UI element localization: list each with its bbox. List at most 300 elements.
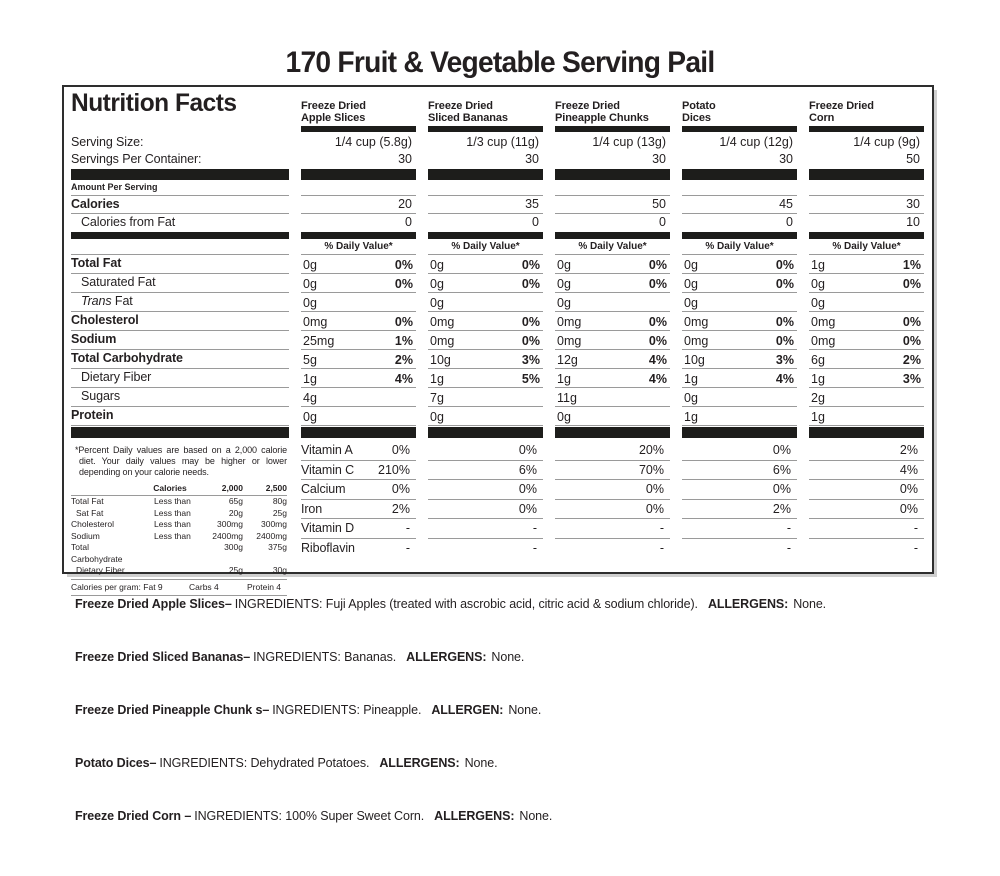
calories-from-fat-label-cell	[71, 214, 289, 231]
nutrient-daily-value: 4%	[648, 353, 667, 367]
vitamin-row	[682, 480, 797, 500]
vitamin-value: 6%	[518, 462, 537, 477]
nutrient-daily-value: 0%	[648, 277, 667, 291]
footnote-row-value-2000: 25g	[228, 565, 243, 575]
vitamin-value: -	[405, 521, 410, 536]
vitamin-value: -	[913, 521, 918, 536]
vitamin-row	[301, 539, 416, 559]
vitamin-row	[682, 519, 797, 539]
servings-per-container-value: 30	[652, 152, 666, 166]
calories-value-cell	[555, 196, 670, 214]
thick-separator-bar	[301, 169, 416, 180]
nutrient-row	[71, 407, 925, 426]
product-column-name-line: Apple Slices	[301, 112, 366, 124]
calories-value: 20	[398, 197, 412, 211]
product-column-name-line: Freeze Dried	[555, 100, 620, 112]
thick-separator-bar	[301, 427, 416, 438]
ingredient-line	[75, 809, 970, 824]
footnote-row-qualifier: Less than	[154, 496, 191, 506]
nutrient-row	[71, 388, 925, 407]
footnote-table-row	[71, 519, 287, 531]
amount-per-serving-spacer-cell	[555, 181, 670, 196]
calories-per-gram-protein: Protein 4	[247, 581, 282, 592]
product-column-name-line: Pineapple Chunks	[555, 112, 649, 124]
amount-per-serving-spacer-cell	[682, 181, 797, 196]
nutrient-label-cell	[71, 369, 289, 388]
vitamin-value: 0%	[518, 501, 537, 516]
nutrient-label-cell	[71, 312, 289, 331]
ingredient-product-name: Freeze Dried Apple Slices–	[75, 597, 232, 611]
nutrient-label: Sugars	[81, 389, 121, 403]
vitamin-row	[555, 441, 670, 461]
daily-value-header-cell	[301, 240, 416, 255]
vitamin-value: 0%	[391, 482, 410, 497]
vitamin-value: 0%	[899, 501, 918, 516]
calories-row	[71, 196, 925, 214]
ingredient-allergen-value: None.	[793, 597, 827, 611]
ingredient-details: INGREDIENTS: Fuji Apples (treated with ascrobic acid, citric acid & sodium chloride).	[234, 597, 698, 611]
vitamin-row	[809, 441, 924, 461]
vitamin-value: 0%	[645, 501, 664, 516]
nutrient-daily-value: 0%	[394, 315, 413, 329]
column-header-bar	[809, 126, 924, 132]
thick-separator-bar	[428, 232, 543, 239]
nutrient-value-cell	[428, 293, 543, 312]
nutrient-label-cell	[71, 331, 289, 350]
nutrient-label: Sodium	[71, 332, 117, 346]
calories-value-cell	[428, 196, 543, 214]
ingredient-product-name: Freeze Dried Corn –	[75, 809, 192, 823]
nutrient-amount: 4g	[303, 391, 317, 405]
nutrient-daily-value: 0%	[394, 258, 413, 272]
product-column-name-line: Freeze Dried	[809, 100, 874, 112]
ingredient-allergen-value: None.	[508, 703, 542, 717]
daily-value-header-row	[71, 240, 925, 255]
nutrient-daily-value: 0%	[394, 277, 413, 291]
serving-size-value-cell	[555, 134, 670, 151]
calories-from-fat-value-cell	[555, 214, 670, 231]
product-column-header	[809, 92, 924, 132]
nutrient-label-cell	[71, 407, 289, 426]
nutrient-amount: 0g	[303, 258, 317, 272]
calories-value: 45	[779, 197, 793, 211]
calories-from-fat-value-cell	[809, 214, 924, 231]
serving-size-value: 1/3 cup (11g)	[466, 135, 539, 149]
nutrient-row	[71, 331, 925, 350]
nutrient-daily-value: 0%	[775, 334, 794, 348]
nutrient-label: Total Fat	[71, 256, 122, 270]
nutrient-value-cell	[682, 407, 797, 426]
nutrient-amount: 1g	[811, 258, 825, 272]
calories-value: 30	[906, 197, 920, 211]
footnote-row-value-2000: 300g	[224, 542, 243, 552]
nutrient-amount: 6g	[811, 353, 825, 367]
calories-value-cell	[682, 196, 797, 214]
ingredient-details: INGREDIENTS: Dehydrated Potatoes.	[159, 756, 370, 770]
nutrient-amount: 1g	[430, 372, 444, 386]
calories-from-fat-value: 0	[405, 215, 412, 229]
panel-header-row	[71, 89, 925, 132]
servings-per-container-value: 50	[906, 152, 920, 166]
vitamin-value: 70%	[638, 462, 664, 477]
daily-value-header-cell	[809, 240, 924, 255]
serving-size-value-cell	[809, 134, 924, 151]
calories-from-fat-value: 10	[906, 215, 920, 229]
vitamin-value: -	[786, 541, 791, 556]
vitamin-value: 0%	[391, 443, 410, 458]
nutrient-amount: 0g	[430, 410, 444, 424]
footnote-row-value-2000: 20g	[228, 507, 243, 518]
vitamin-value: 0%	[518, 482, 537, 497]
nutrient-value-cell	[809, 407, 924, 426]
nutrient-value-cell	[555, 331, 670, 350]
ingredient-allergen-label: ALLERGENS:	[406, 650, 487, 664]
calories-per-gram-fat: Calories per gram: Fat 9	[71, 581, 163, 592]
nutrient-amount: 10g	[684, 353, 705, 367]
nutrient-amount: 2g	[811, 391, 825, 405]
vitamin-row	[682, 539, 797, 559]
nutrient-label: Total Carbohydrate	[71, 351, 183, 365]
nutrient-value-cell	[809, 331, 924, 350]
nutrient-label: Protein	[71, 408, 114, 422]
nutrient-label-cell	[71, 274, 289, 293]
amount-per-serving-spacer-cell	[301, 181, 416, 196]
nutrient-amount: 1g	[684, 410, 698, 424]
page-title: 170 Fruit & Vegetable Serving Pail	[285, 46, 715, 79]
amount-per-serving-spacer-cell	[809, 181, 924, 196]
nutrient-daily-value: 1%	[394, 334, 413, 348]
vitamin-row	[428, 461, 543, 481]
column-header-bar	[555, 126, 670, 132]
thick-separator-bar	[682, 427, 797, 438]
product-column-name-line: Freeze Dried	[428, 100, 493, 112]
nutrient-value-cell	[428, 312, 543, 331]
vitamin-row	[428, 539, 543, 559]
footnote-table-row	[71, 565, 287, 577]
daily-value-header-cell	[555, 240, 670, 255]
footnote-row-label: Total Carbohydrate	[71, 542, 123, 564]
vitamin-row	[428, 519, 543, 539]
daily-value-header: % Daily Value*	[578, 241, 647, 252]
vitamin-column	[555, 441, 670, 596]
servings-per-container-label: Servings Per Container:	[71, 152, 202, 166]
footnote-table-row	[71, 508, 287, 520]
nutrient-amount: 0g	[557, 258, 571, 272]
separator-row	[71, 231, 925, 240]
footnote-row-qualifier: Less than	[154, 530, 191, 541]
nutrient-amount: 0g	[303, 277, 317, 291]
nutrient-value-cell	[555, 274, 670, 293]
footnote-row-label: Sat Fat	[76, 507, 104, 518]
servings-per-container-row	[71, 151, 925, 168]
nutrient-amount: 0mg	[811, 334, 836, 348]
nutrient-value-cell	[682, 312, 797, 331]
nutrient-amount: 0g	[684, 277, 698, 291]
nutrient-row	[71, 274, 925, 293]
vitamin-label: Vitamin C	[301, 462, 355, 477]
thick-separator-bar	[682, 232, 797, 239]
nutrient-value-cell	[428, 407, 543, 426]
nutrient-amount: 1g	[557, 372, 571, 386]
separator-row	[71, 426, 925, 439]
product-column-name-line: Potato	[682, 100, 716, 112]
product-column-name	[555, 100, 670, 124]
daily-value-header: % Daily Value*	[324, 241, 393, 252]
ingredient-line	[75, 650, 970, 665]
nutrient-value-cell	[809, 369, 924, 388]
thick-separator-bar	[555, 169, 670, 180]
product-column-header	[555, 92, 670, 132]
product-column-name-line: Sliced Bananas	[428, 112, 508, 124]
footnote-row-value-2500: 30g	[272, 565, 287, 575]
ingredient-allergen-value: None.	[519, 809, 553, 823]
nutrient-value-cell	[428, 388, 543, 407]
nutrient-amount: 0g	[557, 277, 571, 291]
serving-size-label: Serving Size:	[71, 135, 144, 149]
nutrient-amount: 0mg	[684, 315, 709, 329]
nutrient-row	[71, 312, 925, 331]
calories-value-cell	[301, 196, 416, 214]
nutrient-value-cell	[301, 407, 416, 426]
vitamin-row	[301, 519, 416, 539]
vitamin-value: 0%	[518, 443, 537, 458]
thick-separator-bar	[71, 427, 289, 438]
vitamin-row	[809, 519, 924, 539]
nutrient-value-cell	[301, 388, 416, 407]
nutrient-amount: 0g	[557, 296, 571, 310]
thick-separator-bar	[809, 427, 924, 438]
nutrient-amount: 0g	[303, 410, 317, 424]
nutrient-value-cell	[555, 407, 670, 426]
vitamin-value: 4%	[899, 462, 918, 477]
nutrient-amount: 0mg	[430, 315, 455, 329]
calories-value: 35	[525, 197, 539, 211]
vitamin-row	[682, 441, 797, 461]
thick-separator-bar	[809, 232, 924, 239]
serving-size-value-cell	[428, 134, 543, 151]
nutrient-amount: 0mg	[430, 334, 455, 348]
nutrient-label: Dietary Fiber	[81, 370, 152, 384]
nutrient-amount: 0mg	[557, 334, 582, 348]
nutrient-daily-value: 0%	[521, 277, 540, 291]
footnote-header-2000: 2,000	[221, 483, 243, 493]
product-column-header	[682, 92, 797, 132]
serving-size-value-cell	[682, 134, 797, 151]
vitamin-row	[809, 539, 924, 559]
nutrient-label: Saturated Fat	[81, 275, 156, 289]
nutrient-value-cell	[555, 369, 670, 388]
ingredient-product-name: Freeze Dried Pineapple Chunk s–	[75, 703, 270, 717]
product-column-name-line: Corn	[809, 112, 835, 124]
nutrient-value-cell	[428, 255, 543, 274]
vitamin-row	[555, 500, 670, 520]
nutrient-amount: 0g	[684, 296, 698, 310]
footnote-row-value-2500: 80g	[272, 496, 287, 506]
footnote-header-calories: Calories	[153, 483, 187, 493]
daily-value-header-spacer-cell	[71, 240, 289, 255]
vitamin-row	[301, 441, 416, 461]
product-column-name	[301, 100, 416, 124]
servings-per-container-value-cell	[428, 151, 543, 168]
nutrient-amount: 0g	[430, 258, 444, 272]
column-header-bar	[301, 126, 416, 132]
footnote-row-value-2500: 375g	[268, 542, 287, 552]
nutrient-value-cell	[809, 350, 924, 369]
footnote-text: *Percent Daily values are based on a 2,000 calorie diet. Your daily values may be higher or lower depending on your calorie needs.	[75, 445, 287, 477]
nutrient-value-cell	[555, 255, 670, 274]
nutrient-value-cell	[428, 350, 543, 369]
nutrient-amount: 0g	[684, 258, 698, 272]
servings-per-container-value-cell	[809, 151, 924, 168]
vitamin-value: -	[659, 521, 664, 536]
nutrient-value-cell	[428, 331, 543, 350]
nutrient-label-cell	[71, 255, 289, 274]
footnote-header-2500: 2,500	[265, 483, 287, 493]
vitamin-value: 20%	[638, 443, 664, 458]
nutrient-value-cell	[555, 388, 670, 407]
daily-value-header: % Daily Value*	[451, 241, 520, 252]
serving-size-value-cell	[301, 134, 416, 151]
nutrient-value-cell	[301, 274, 416, 293]
footnote-row-value-2000: 2400mg	[212, 530, 243, 541]
nutrient-daily-value: 0%	[648, 315, 667, 329]
footnote-row-qualifier	[141, 565, 199, 577]
footnote-row-qualifier: Less than	[154, 519, 191, 529]
vitamin-row	[555, 539, 670, 559]
nutrient-label-cell	[71, 388, 289, 407]
footnote-row-value-2500: 2400mg	[256, 530, 287, 541]
vitamin-row	[682, 500, 797, 520]
nutrient-amount: 10g	[430, 353, 451, 367]
vitamin-row	[301, 480, 416, 500]
footnote-row-label: Dietary Fiber	[76, 565, 125, 575]
calories-from-fat-label: Calories from Fat	[81, 215, 176, 229]
nutrient-value-cell	[301, 369, 416, 388]
nutrient-amount: 5g	[303, 353, 317, 367]
calories-from-fat-row	[71, 214, 925, 231]
nutrient-daily-value: 0%	[521, 258, 540, 272]
nutrient-daily-value: 2%	[902, 353, 921, 367]
vitamin-value: 0%	[645, 482, 664, 497]
nutrient-daily-value: 1%	[902, 258, 921, 272]
amount-per-serving-spacer-cell	[428, 181, 543, 196]
nutrient-label-cell	[71, 350, 289, 369]
nutrient-label-italic-part: Trans	[81, 294, 112, 308]
vitamin-row	[428, 500, 543, 520]
vitamin-column	[809, 441, 924, 596]
nutrient-daily-value: 0%	[775, 277, 794, 291]
calories-label-cell	[71, 196, 289, 214]
vitamin-label: Vitamin D	[301, 521, 355, 536]
thick-separator-bar	[809, 169, 924, 180]
servings-per-container-label-cell	[71, 151, 289, 168]
ingredient-line	[75, 703, 970, 718]
vitamin-value: -	[786, 521, 791, 536]
thick-separator-bar	[682, 169, 797, 180]
vitamin-row	[428, 441, 543, 461]
vitamin-value: 2%	[391, 501, 410, 516]
ingredient-allergen-label: ALLERGENS:	[434, 809, 515, 823]
daily-value-header-cell	[428, 240, 543, 255]
ingredient-product-name: Freeze Dried Sliced Bananas–	[75, 650, 251, 664]
column-header-bar	[682, 126, 797, 132]
vitamin-value: 2%	[899, 443, 918, 458]
product-column-name	[428, 100, 543, 124]
thick-separator-bar	[428, 169, 543, 180]
footnote-row-label: Sodium	[71, 530, 100, 541]
calories-value: 50	[652, 197, 666, 211]
nutrient-daily-value: 0%	[521, 315, 540, 329]
nutrient-value-cell	[809, 293, 924, 312]
calories-from-fat-value: 0	[786, 215, 793, 229]
nutrient-daily-value: 0%	[902, 334, 921, 348]
ingredient-allergen-label: ALLERGENS:	[379, 756, 460, 770]
daily-value-header-cell	[682, 240, 797, 255]
nutrient-amount: 1g	[684, 372, 698, 386]
nutrient-amount: 0mg	[811, 315, 836, 329]
nutrient-row	[71, 369, 925, 388]
nutrient-daily-value: 0%	[902, 315, 921, 329]
nutrient-daily-value: 5%	[521, 372, 540, 386]
amount-per-serving-label: Amount Per Serving	[71, 182, 158, 192]
footnote-row-value-2000: 300mg	[217, 519, 243, 529]
vitamin-value: -	[659, 541, 664, 556]
vitamin-column	[301, 441, 416, 596]
nutrient-value-cell	[301, 331, 416, 350]
nutrient-value-cell	[301, 293, 416, 312]
footnote-table-row	[71, 542, 287, 565]
nutrient-label-cell	[71, 293, 289, 312]
nutrient-row	[71, 255, 925, 274]
nutrient-amount: 0g	[303, 296, 317, 310]
nutrient-amount: 0mg	[303, 315, 328, 329]
nutrient-amount: 0g	[684, 391, 698, 405]
servings-per-container-value: 30	[779, 152, 793, 166]
thick-separator-bar	[555, 427, 670, 438]
vitamin-value: -	[532, 541, 537, 556]
product-column-name	[809, 100, 924, 124]
footnote-row-qualifier	[141, 542, 199, 565]
nutrient-value-cell	[682, 255, 797, 274]
serving-size-value: 1/4 cup (9g)	[853, 135, 920, 149]
vitamins-footnote-row	[71, 441, 925, 596]
serving-size-row	[71, 134, 925, 151]
nutrient-amount: 0mg	[684, 334, 709, 348]
product-column-name-line: Dices	[682, 112, 711, 124]
nutrient-daily-value: 0%	[902, 277, 921, 291]
calories-label: Calories	[71, 197, 120, 211]
vitamin-value: 0%	[772, 443, 791, 458]
footnote-row-label: Cholesterol	[71, 519, 114, 529]
product-column-header	[428, 92, 543, 132]
amount-per-serving-row	[71, 181, 925, 196]
vitamin-row	[301, 500, 416, 520]
nutrient-value-cell	[301, 350, 416, 369]
vitamin-value: 6%	[772, 462, 791, 477]
amount-per-serving-label-cell	[71, 181, 289, 196]
nutrient-value-cell	[682, 274, 797, 293]
nutrient-value-cell	[682, 350, 797, 369]
nutrient-daily-value: 4%	[394, 372, 413, 386]
footnote-table-row	[71, 496, 287, 508]
nutrient-daily-value: 4%	[648, 372, 667, 386]
servings-per-container-value-cell	[555, 151, 670, 168]
thick-separator-bar	[555, 232, 670, 239]
thick-separator-bar	[71, 232, 289, 239]
serving-size-label-cell	[71, 134, 289, 151]
vitamin-value: -	[405, 541, 410, 556]
thick-separator-bar	[301, 232, 416, 239]
